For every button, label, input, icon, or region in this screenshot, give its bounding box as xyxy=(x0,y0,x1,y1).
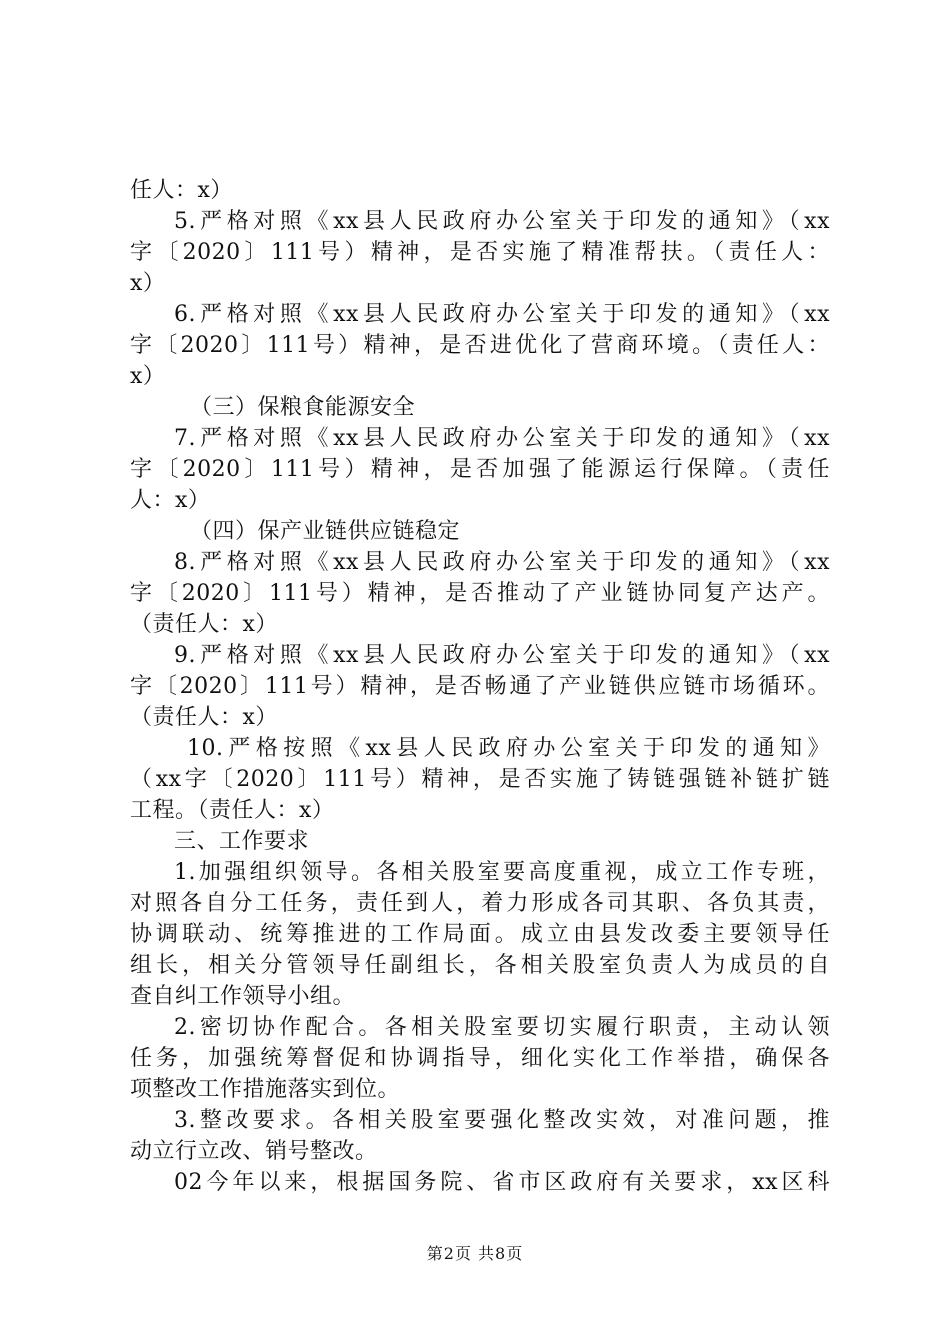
text-line: 3.整改要求。各相关股室要强化整改实效，对准问题，推 xyxy=(174,1108,830,1133)
text-line: 人：x） xyxy=(130,488,211,513)
text-line: 字〔2020〕111号）精神，是否推动了产业链协同复产达产。 xyxy=(130,581,830,606)
text-line: 组长，相关分管领导任副组长，各相关股室负责人为成员的自 xyxy=(130,953,830,978)
text-line: 8.严格对照《xx县人民政府办公室关于印发的通知》（xx xyxy=(174,550,830,575)
page-number-footer: 第2页 共8页 xyxy=(426,1244,524,1263)
text-line: （责任人：x） xyxy=(130,705,278,730)
text-line: 2.密切协作配合。各相关股室要切实履行职责，主动认领 xyxy=(174,1015,830,1040)
text-line: 字〔2020〕111号）精神，是否进优化了营商环境。（责任人： xyxy=(130,333,830,358)
text-line: （责任人：x） xyxy=(130,612,278,637)
text-line: 项整改工作措施落实到位。 xyxy=(130,1077,401,1102)
text-line: 1.加强组织领导。各相关股室要高度重视，成立工作专班， xyxy=(174,860,830,885)
section-heading: （四）保产业链供应链稳定 xyxy=(190,519,461,544)
text-line: 字〔2020〕111号）精神，是否加强了能源运行保障。（责任 xyxy=(130,457,830,482)
text-line: 7.严格对照《xx县人民政府办公室关于印发的通知》（xx xyxy=(174,426,830,451)
text-line: x） xyxy=(130,271,166,296)
text-line: 协调联动、统筹推进的工作局面。成立由县发改委主要领导任 xyxy=(130,922,830,947)
section-heading: 三、工作要求 xyxy=(174,829,310,854)
text-line: 查自纠工作领导小组。 xyxy=(130,984,356,1009)
text-line: （xx字〔2020〕111号）精神，是否实施了铸链强链补链扩链 xyxy=(130,767,830,792)
text-line: x） xyxy=(130,364,166,389)
text-line: 字〔2020〕111号）精神，是否畅通了产业链供应链市场循环。 xyxy=(130,674,830,699)
text-line: 动立行立改、销号整改。 xyxy=(130,1139,378,1164)
text-line: 对照各自分工任务，责任到人，着力形成各司其职、各负其责， xyxy=(130,891,830,916)
text-line: 10.严格按照《xx县人民政府办公室关于印发的通知》 xyxy=(187,736,830,761)
text-line: 任务，加强统筹督促和协调指导，细化实化工作举措，确保各 xyxy=(130,1046,830,1071)
section-heading: （三）保粮食能源安全 xyxy=(190,395,416,420)
text-line: 任人：x） xyxy=(130,178,233,203)
text-line: 字〔2020〕111号）精神，是否实施了精准帮扶。（责任人： xyxy=(130,240,830,265)
text-line: 工程。（责任人：x） xyxy=(130,798,335,823)
text-line: 9.严格对照《xx县人民政府办公室关于印发的通知》（xx xyxy=(174,643,830,668)
text-line: 6.严格对照《xx县人民政府办公室关于印发的通知》（xx xyxy=(174,302,830,327)
document-body xyxy=(130,175,830,1198)
text-line: 5.严格对照《xx县人民政府办公室关于印发的通知》（xx xyxy=(174,209,830,234)
text-line: 02今年以来，根据国务院、省市区政府有关要求，xx区科 xyxy=(174,1170,830,1195)
